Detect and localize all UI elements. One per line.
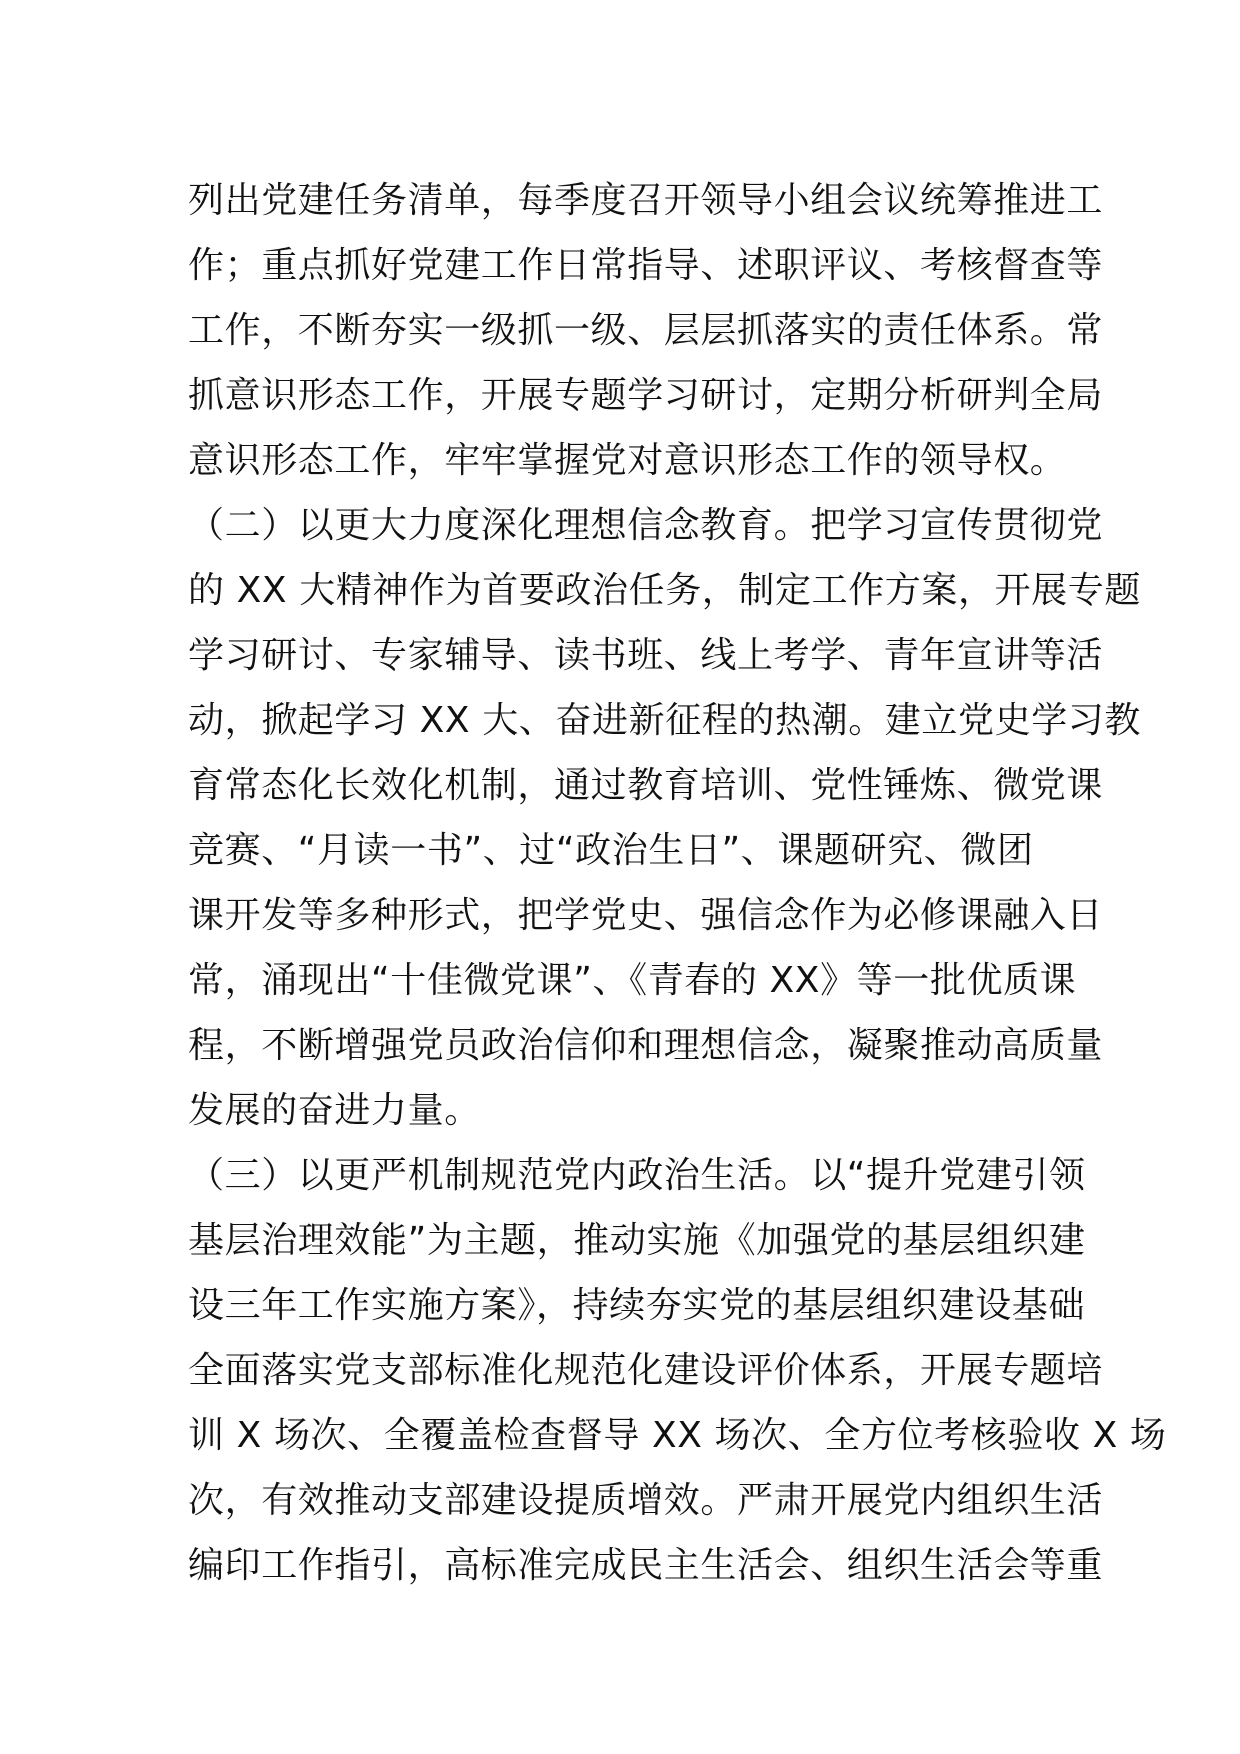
text-line: 育常态化长效化机制，通过教育培训、党性锤炼、微党课 <box>188 765 1104 806</box>
text-line: 全面落实党支部标准化规范化建设评价体系，开展专题培 <box>188 1350 1104 1391</box>
text-line: 工作，不断夯实一级抓一级、层层抓落实的责任体系。常 <box>188 310 1104 351</box>
text-line: 意识形态工作，牢牢掌握党对意识形态工作的领导权。 <box>188 440 1067 481</box>
text-line: 训 X 场次、全覆盖检查督导 XX 场次、全方位考核验收 X 场 <box>188 1415 1167 1456</box>
text-line: 竞赛、“月读一书”、过“政治生日”、课题研究、微团 <box>188 830 1034 871</box>
text-line: 学习研讨、专家辅导、读书班、线上考学、青年宣讲等活 <box>188 635 1104 676</box>
text-line: 基层治理效能”为主题，推动实施《加强党的基层组织建 <box>188 1220 1086 1261</box>
text-line: 作；重点抓好党建工作日常指导、述职评议、考核督查等 <box>188 245 1104 286</box>
section-heading-line: （二）以更大力度深化理想信念教育。把学习宣传贯彻党 <box>188 505 1104 546</box>
text-line: 程，不断增强党员政治信仰和理想信念，凝聚推动高质量 <box>188 1025 1104 1066</box>
text-line: 抓意识形态工作，开展专题学习研讨，定期分析研判全局 <box>188 375 1104 416</box>
body-text <box>188 168 1167 1598</box>
text-line: 常，涌现出“十佳微党课”、《青春的 XX》等一批优质课 <box>188 960 1077 1001</box>
text-line: 次，有效推动支部建设提质增效。严肃开展党内组织生活 <box>188 1480 1104 1521</box>
text-line: 的 XX 大精神作为首要政治任务，制定工作方案，开展专题 <box>188 570 1142 611</box>
text-line: 设三年工作实施方案》，持续夯实党的基层组织建设基础 <box>188 1285 1086 1326</box>
text-line: 动，掀起学习 XX 大、奋进新征程的热潮。建立党史学习教 <box>188 700 1142 741</box>
text-line: 发展的奋进力量。 <box>188 1090 481 1131</box>
text-line: 课开发等多种形式，把学党史、强信念作为必修课融入日 <box>188 895 1104 936</box>
text-line: 列出党建任务清单，每季度召开领导小组会议统筹推进工 <box>188 180 1104 221</box>
text-line: 编印工作指引，高标准完成民主生活会、组织生活会等重 <box>188 1545 1104 1586</box>
section-heading-line: （三）以更严机制规范党内政治生活。以“提升党建引领 <box>188 1155 1086 1196</box>
